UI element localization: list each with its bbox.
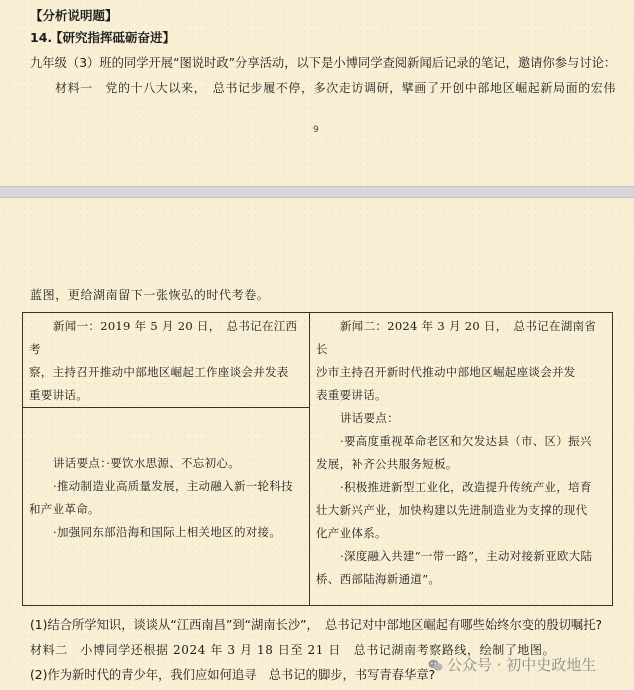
news2-line: 表重要讲话。 — [316, 388, 387, 402]
notes-table — [22, 312, 613, 606]
news2-line: ·要高度重视革命老区和欠发达县（市、区）振兴 — [340, 434, 592, 448]
news2-line: 桥、西部陆海新通道”。 — [316, 572, 441, 586]
news2-line: 发展，补齐公共服务短板。 — [316, 457, 458, 471]
news2-line: ·深度融入共建“一带一路”，主动对接新亚欧大陆 — [340, 549, 593, 563]
page-gap — [0, 186, 634, 198]
news1-points-cell — [23, 408, 310, 606]
question-number: 14. — [30, 30, 53, 45]
news1-line: 新闻一：2019 年 5 月 20 日， 总书记在江西考 — [29, 319, 298, 356]
news2-line: ·积极推进新型工业化，改造提升传统产业，培育 — [340, 480, 592, 494]
news1-point-line: ·加强同东部沿海和国际上相关地区的对接。 — [53, 525, 282, 539]
news2-line: 新闻二：2024 年 3 月 20 日， 总书记在湖南省长 — [316, 319, 597, 356]
news1-point-line: 和产业革命。 — [29, 502, 100, 516]
wechat-icon — [428, 659, 443, 672]
section-heading: 【分析说明题】 — [30, 8, 118, 23]
news1-point-line: 讲话要点：·要饮水思源、不忘初心。 — [53, 456, 241, 470]
news2-line: 化产业体系。 — [316, 526, 387, 540]
news1-line: 察，主持召开推动中部地区崛起工作座谈会并发表 — [29, 365, 289, 379]
news1-point-line: ·推动制造业高质量发展，主动融入新一轮科技 — [53, 479, 293, 493]
news2-cell — [310, 313, 613, 606]
news1-cell — [23, 313, 310, 408]
watermark — [428, 654, 596, 675]
page-number: 9 — [313, 125, 319, 135]
news2-line: 沙市主持召开新时代推动中部地区崛起座谈会并发 — [316, 365, 576, 379]
material2: 材料二 小博同学还根据 2024 年 3 月 18 日至 21 日 总书记湖南考察路线，绘制了地图。 — [30, 643, 556, 657]
news2-line: 壮大新兴产业，加快构建以先进制造业为支撑的现代 — [316, 503, 588, 517]
material1-line1: 材料一 党的十八大以来， 总书记步履不停，多次走访调研，擘画了开创中部地区崛起新局面的宏伟 — [55, 81, 617, 95]
sub-question-2: (2)作为新时代的青少年，我们应如何追寻 总书记的脚步，书写青春华章? — [30, 668, 436, 682]
material1-line2: 蓝图，更给湖南留下一张恢弘的时代考卷。 — [30, 288, 270, 302]
news2-line: 讲话要点： — [340, 411, 399, 425]
watermark-text: 公众号 · 初中史政地生 — [447, 656, 597, 674]
sub-question-1: (1)结合所学知识，谈谈从“江西南昌”到“湖南长沙”， 总书记对中部地区崛起有哪些始终尔变的殷切嘱托? — [30, 618, 603, 632]
question-intro: 九年级（3）班的同学开展“图说时政”分享活动，以下是小博同学查阅新闻后记录的笔记，邀请你参与讨论： — [30, 56, 617, 70]
question-title: 【研究指挥砥砺奋进】 — [50, 30, 176, 45]
news1-line: 重要讲话。 — [29, 388, 88, 402]
